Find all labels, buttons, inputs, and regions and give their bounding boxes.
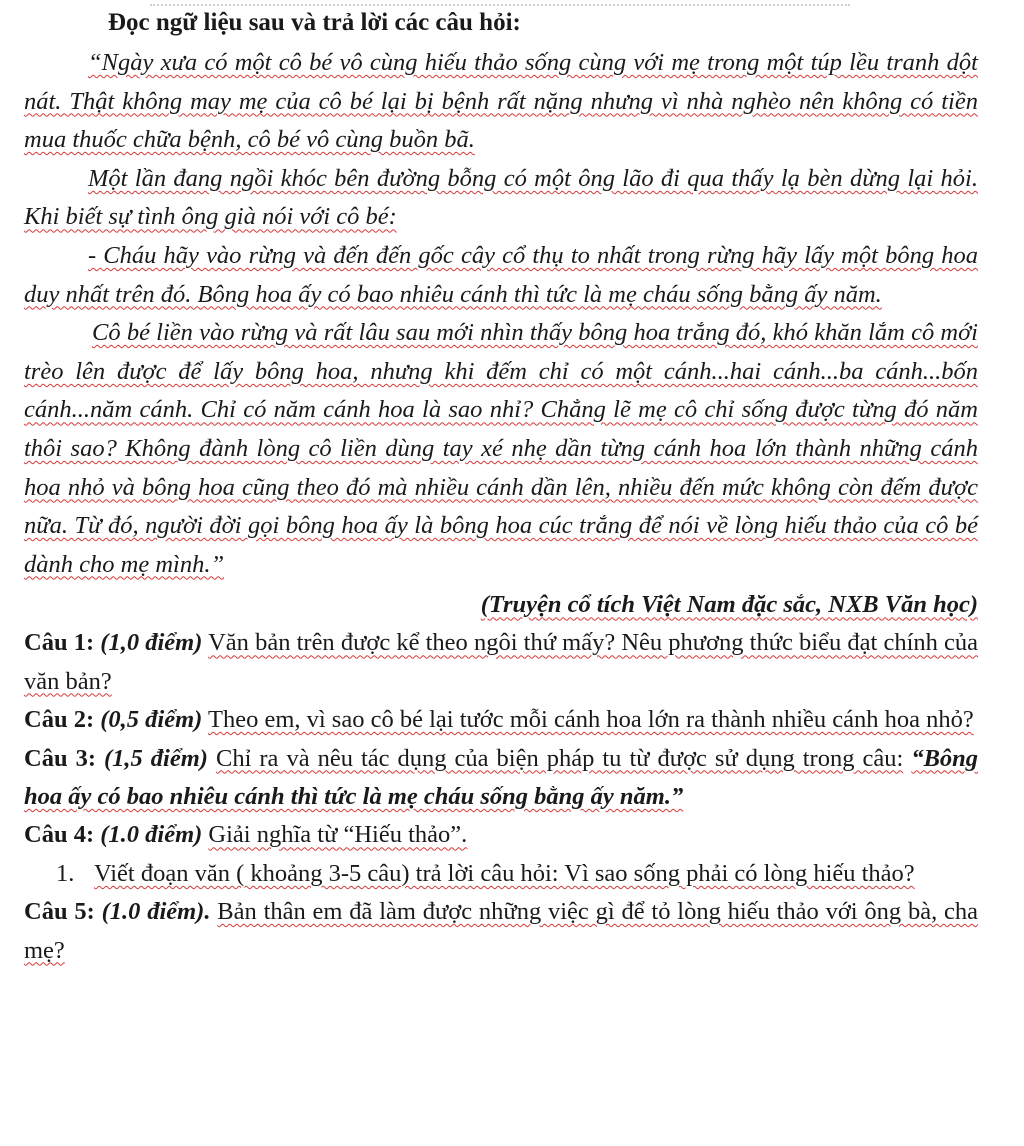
question-5 bbox=[24, 893, 978, 970]
question-4-label: Câu 4: bbox=[24, 821, 95, 849]
question-4-text: Giải nghĩa từ “Hiếu thảo”. bbox=[208, 821, 468, 849]
question-3-text: Chỉ ra và nêu tác dụng của biện pháp tu từ được sử dụng trong câu: bbox=[215, 744, 904, 772]
question-1 bbox=[24, 624, 978, 701]
question-1-label: Câu 1: bbox=[24, 629, 95, 657]
story-paragraph-2: Một lần đang ngồi khóc bên đường bỗng có một ông lão đi qua thấy lạ bèn dừng lại hỏi. Khi biết sự tình ông già nói với cô bé: bbox=[24, 164, 978, 231]
question-list bbox=[24, 624, 978, 970]
question-2-points: (0,5 điểm) bbox=[100, 706, 203, 734]
question-4-points: (1.0 điểm) bbox=[100, 821, 203, 849]
top-cutoff-line bbox=[150, 0, 850, 6]
story-paragraph-1: “Ngày xưa có một cô bé vô cùng hiếu thảo sống cùng với mẹ trong một túp lều tranh dột nát. Thật không may mẹ của cô bé lại bị bệnh rất nặng nhưng vì nhà nghèo nên không có tiền mua thuốc chữa bệnh, cô bé vô cùng buồn bã. bbox=[24, 49, 978, 154]
question-4-item-1 bbox=[24, 855, 978, 893]
question-3-quote: “Bông hoa ấy có bao nhiêu cánh thì tức là mẹ cháu sống bằng ấy năm.” bbox=[24, 744, 979, 810]
question-5-text: Bản thân em đã làm được những việc gì để tỏ lòng hiếu thảo với ông bà, cha mẹ? bbox=[24, 898, 979, 964]
question-1-points: (1,0 điểm) bbox=[100, 629, 203, 657]
question-3-label: Câu 3: bbox=[24, 744, 96, 772]
item-number: 1. bbox=[56, 859, 75, 887]
question-2 bbox=[24, 701, 978, 739]
story-paragraph-4: Cô bé liền vào rừng và rất lâu sau mới nhìn thấy bông hoa trắng đó, khó khăn lắm cô mới trèo lên được để lấy bông hoa, nhưng khi đếm chỉ có một cánh...hai cánh...ba cánh...bốn cánh...năm cánh. Chỉ có năm cánh hoa là sao nhỉ? Chẳng lẽ mẹ cô chỉ sống được từng đó năm thôi sao? Không đành lòng cô liền dùng tay xé nhẹ dần từng cánh hoa lớn thành những cánh hoa nhỏ và bông hoa cũng theo đó mà nhiều cánh dần lên, nhiều đến mức không còn đếm được nữa. Từ đó, người đời gọi bông hoa ấy là bông hoa cúc trắng để nói về lòng hiếu thảo của cô bé dành cho mẹ mình.” bbox=[24, 319, 978, 578]
question-5-label: Câu 5: bbox=[24, 898, 95, 926]
page-title: Đọc ngữ liệu sau và trả lời các câu hỏi: bbox=[108, 9, 521, 36]
story-source: (Truyện cổ tích Việt Nam đặc sắc, NXB Văn học) bbox=[480, 591, 978, 619]
item-1-text: Viết đoạn văn ( khoảng 3-5 câu) trả lời câu hỏi: Vì sao sống phải có lòng hiếu thảo? bbox=[94, 859, 915, 887]
story-paragraph-3: - Cháu hãy vào rừng và đến đến gốc cây cổ thụ to nhất trong rừng hãy lấy một bông hoa duy nhất trên đó. Bông hoa ấy có bao nhiêu cánh thì tức là mẹ cháu sống bằng ấy năm. bbox=[24, 241, 978, 308]
question-3 bbox=[24, 740, 978, 817]
question-2-label: Câu 2: bbox=[24, 706, 95, 734]
question-4 bbox=[24, 816, 978, 854]
question-2-text: Theo em, vì sao cô bé lại tước mỗi cánh hoa lớn ra thành nhiều cánh hoa nhỏ? bbox=[207, 706, 974, 734]
question-1-text: Văn bản trên được kể theo ngôi thứ mấy? Nêu phương thức biểu đạt chính của văn bản? bbox=[24, 629, 979, 695]
question-5-points: (1.0 điểm). bbox=[101, 898, 211, 926]
question-3-points: (1,5 điểm) bbox=[104, 744, 208, 772]
story-passage bbox=[24, 44, 978, 584]
